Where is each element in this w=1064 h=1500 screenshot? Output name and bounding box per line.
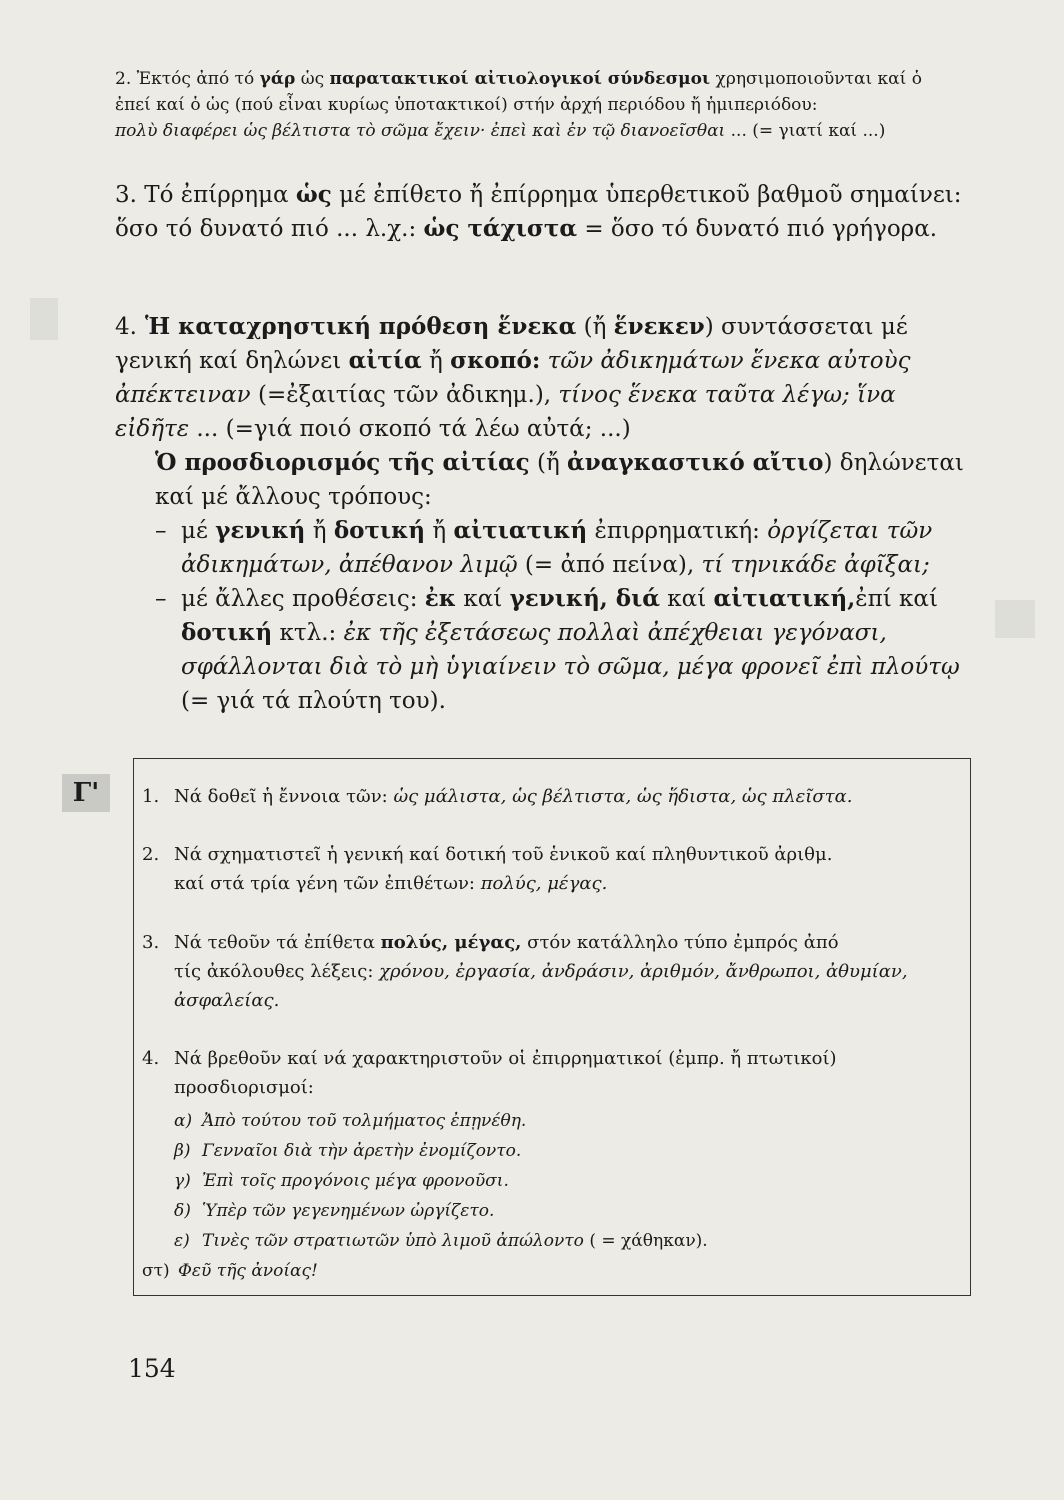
sub-item — [142, 1166, 967, 1196]
greek-example: ὡς μάλιστα, ὡς βέλτιστα, ὡς ἥδιστα, ὡς πλεῖστα. — [393, 786, 853, 807]
greek-example: τῶν ἀδικημάτων ἕνεκα αὐτοὺς ἀπέκτειναν — [115, 348, 911, 408]
text: ἐκ — [424, 585, 457, 612]
text: καί — [891, 586, 938, 612]
text: δοτική — [181, 619, 273, 646]
text: = ὅσο τό δυνατό πιό γρήγορα. — [577, 216, 938, 242]
sub-label: β) — [174, 1141, 191, 1161]
exercise-number: 4. — [142, 1048, 160, 1069]
sub-item — [142, 1136, 967, 1166]
text: μέ ἐπίθετο ἤ ἐπίρρημα ὑπερθετικοῦ βαθμοῦ σημαίνει: ὅσο τό δυνατό πιό ... λ.χ.: — [115, 182, 962, 242]
text: ... (= γιατί καί ...) — [725, 121, 886, 141]
text: χρησιμοποιοῦνται καί ὁ — [710, 69, 922, 89]
item-number: 4. — [115, 314, 137, 340]
text: Νά δοθεῖ ἡ ἔννοια τῶν: — [174, 786, 394, 807]
text: αἰτία — [348, 347, 422, 374]
text: (ἤ — [529, 450, 568, 476]
text: ἐπιρρηματική: — [587, 518, 768, 544]
text: στόν κατάλληλο τύπο ἐμπρός ἀπό — [521, 932, 839, 953]
text-line: ἐπεί καί ὁ ὡς (πού εἶναι κυρίως ὑποτακτικοί) στήν ἀρχή περιόδου ἤ ἡμιπεριόδου: — [115, 95, 818, 115]
sub-item — [142, 1196, 967, 1226]
text: ἤ — [305, 518, 334, 544]
greek-sentence: Τινὲς τῶν στρατιωτῶν ὑπὸ λιμοῦ ἀπώλοντο — [202, 1231, 584, 1251]
sub-item — [142, 1106, 967, 1136]
greek-example: πολύς, μέγας. — [480, 873, 608, 894]
text: Τό ἐπίρρημα — [136, 182, 296, 208]
sub-item — [142, 1226, 967, 1256]
text: Νά τεθοῦν τά ἐπίθετα — [174, 932, 381, 953]
paragraph-4a — [115, 310, 973, 446]
exercise-number: 1. — [142, 786, 160, 807]
item-number: 3. — [115, 182, 137, 208]
greek-example: πολὺ διαφέρει ὡς βέλτιστα τὸ σῶμα ἔχειν· ἐπεὶ καὶ ἐν τῷ διανοεῖσθαι — [115, 121, 726, 141]
text: ἤ — [421, 348, 451, 374]
greek-example: ἐκ τῆς ἐξετάσεως πολλαὶ ἀπέχθειαι γεγόνασι, σφάλλονται διὰ τὸ μὴ ὑγιαίνειν τὸ σῶμα, μέγα φρονεῖ ἐπὶ πλούτῳ — [181, 620, 960, 680]
text: αἰτιατική — [453, 517, 588, 544]
item-3 — [115, 178, 973, 246]
text: αἰτιατική, — [713, 585, 856, 612]
text: μέ — [181, 518, 216, 544]
exercise-1 — [142, 782, 967, 811]
text: (= ἀπό πείνα), — [517, 552, 702, 578]
dash-bullet: – — [155, 586, 167, 612]
text: σκοπό: — [450, 347, 541, 374]
text: (= γιά τά πλούτη του). — [181, 688, 446, 714]
exercise-2 — [142, 840, 967, 898]
text: γενική, διά — [509, 585, 660, 612]
text: ἤ — [425, 518, 454, 544]
bleed-through-mark — [995, 600, 1035, 638]
text: δοτική — [333, 517, 426, 544]
greek-sentence: Ἐπὶ τοῖς προγόνοις μέγα φρονοῦσι. — [202, 1171, 509, 1191]
text: ὡς — [295, 69, 330, 89]
text: καί — [659, 586, 714, 612]
sub-label: δ) — [174, 1201, 191, 1221]
text: πολύς, μέγας, — [380, 932, 522, 953]
dash-item-2 — [155, 582, 973, 718]
greek-example: ὀργίζεται τῶν ἀδικημάτων, ἀπέθανον λιμῷ — [181, 518, 933, 578]
text: ) δηλώνεται καί μέ ἄλλους τρόπους: — [155, 450, 964, 510]
sub-label: ε) — [174, 1231, 190, 1251]
text: Ἡ καταχρηστική πρόθεση ἕνεκα — [136, 313, 577, 340]
greek-sentence: Φεῦ τῆς ἀνοίας! — [178, 1261, 318, 1281]
text: ὡς τάχιστα — [423, 215, 578, 242]
greek-example: τίνος ἕνεκα ταῦτα λέγω; ἵνα εἰδῆτε — [115, 382, 896, 442]
sub-label: στ) — [142, 1261, 170, 1281]
text: ἕνεκεν — [613, 313, 705, 340]
section-label: Γ' — [62, 774, 110, 812]
sub-label: α) — [174, 1111, 193, 1131]
text: καί στά τρία γένη τῶν ἐπιθέτων: — [174, 873, 481, 894]
text: γάρ — [259, 69, 296, 89]
exercise-number: 2. — [142, 844, 160, 865]
text: Ἐκτός ἀπό τό — [136, 69, 260, 89]
text: ) συντάσσεται μέ γενική καί δηλώνει — [115, 314, 908, 374]
text: μέ ἄλλες προθέσεις: — [181, 586, 425, 612]
text: Ὁ προσδιορισμός τῆς αἰτίας — [155, 449, 530, 476]
text: γενική — [215, 517, 306, 544]
sub-item — [142, 1256, 967, 1286]
text: Νά σχηματιστεῖ ἡ γενική καί δοτική τοῦ ἑνικοῦ καί πληθυντικοῦ ἀριθμ. — [174, 844, 833, 865]
text: καί — [456, 586, 510, 612]
text: (ἤ — [576, 314, 614, 340]
bleed-through-mark — [30, 298, 58, 340]
text: ( = χάθηκαν). — [583, 1231, 708, 1251]
text: παρατακτικοί αἰτιολογικοί σύνδεσμοι — [329, 69, 711, 89]
item-number: 2. — [115, 69, 132, 89]
text: τίς ἀκόλουθες λέξεις: — [174, 961, 380, 982]
item-4 — [115, 310, 973, 718]
sub-label: γ) — [174, 1171, 191, 1191]
greek-sentence: Ἀπὸ τούτου τοῦ τολμήματος ἐπῃνέθη. — [202, 1111, 527, 1131]
exercise-3 — [142, 928, 967, 1015]
text: ὡς — [295, 181, 332, 208]
text: κτλ.: — [272, 620, 344, 646]
exercise-number: 3. — [142, 932, 160, 953]
item-2 — [115, 66, 973, 144]
greek-example: τί τηνικάδε ἀφῖξαι; — [701, 552, 930, 578]
dash-bullet: – — [155, 518, 167, 544]
text: ἐπί — [855, 586, 892, 612]
text: ... (=γιά ποιό σκοπό τά λέω αὐτά; ...) — [189, 416, 631, 442]
page-number: 154 — [128, 1354, 176, 1383]
greek-example: χρόνου, ἐργασία, ἀνδράσιν, ἀριθμόν, ἄνθρωποι, ἀθυμίαν, ἀσφαλείας. — [174, 961, 908, 1011]
exercise-4 — [142, 1044, 967, 1286]
paragraph-4b — [115, 446, 973, 514]
dash-item-1 — [155, 514, 973, 582]
greek-sentence: Ὑπὲρ τῶν γεγενημένων ὠργίζετο. — [202, 1201, 495, 1221]
greek-sentence: Γενναῖοι διὰ τὴν ἀρετὴν ἐνομίζοντο. — [202, 1141, 522, 1161]
text: ἀναγκαστικό αἴτιο — [567, 449, 824, 476]
text: (=ἐξαιτίας τῶν ἀδικημ.), — [250, 382, 559, 408]
text: Νά βρεθοῦν καί νά χαρακτηριστοῦν οἱ ἐπιρρηματικοί (ἐμπρ. ἤ πτωτικοί) προσδιορισμοί: — [174, 1048, 837, 1098]
